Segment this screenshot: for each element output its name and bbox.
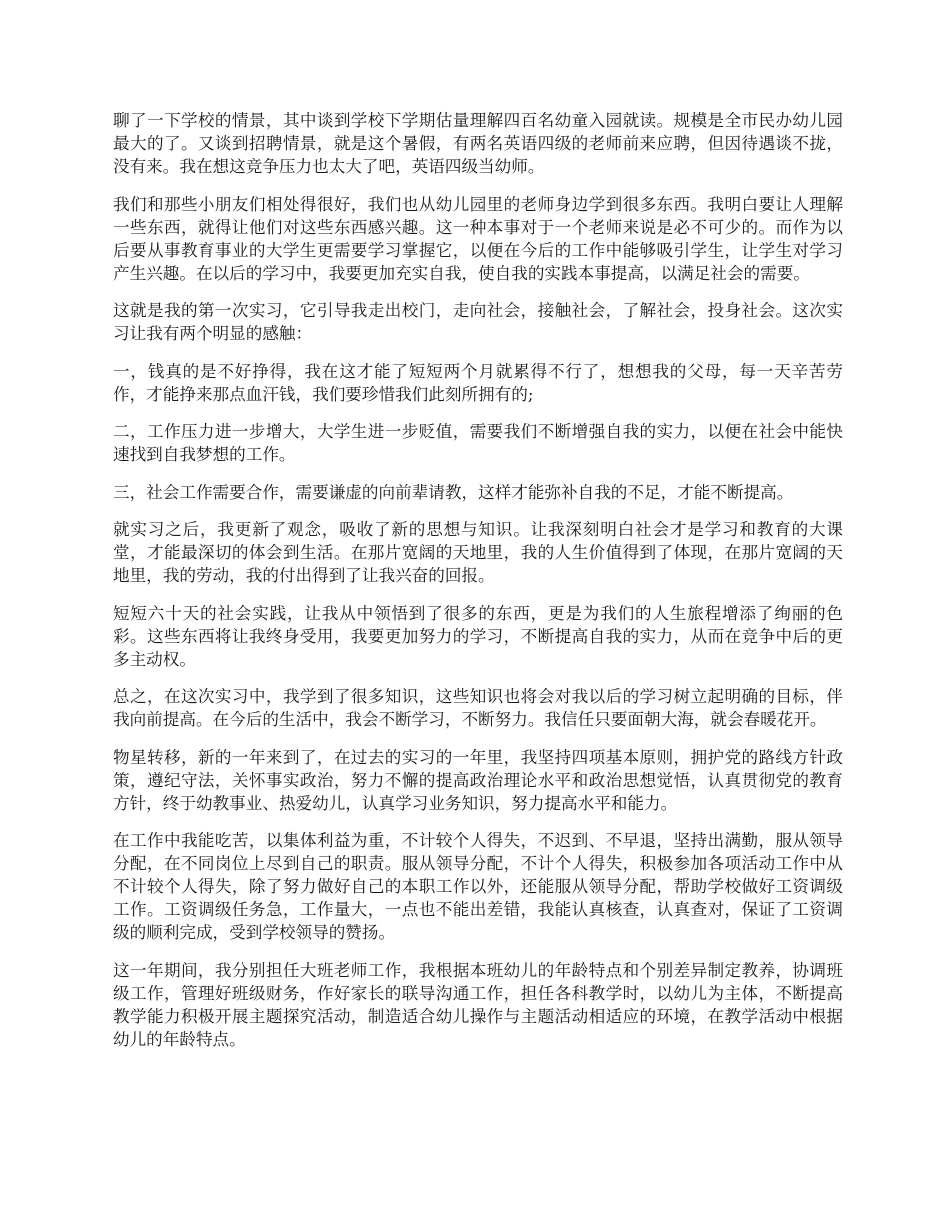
paragraph: 短短六十天的社会实践，让我从中领悟到了很多的东西，更是为我们的人生旅程增添了绚丽的色彩。这些东西将让我终身受用，我要更加努力的学习，不断提高自我的实力，从而在竞争中后的更多主动权。 [113,603,843,669]
paragraph: 物星转移，新的一年来到了，在过去的实习的一年里，我坚持四项基本原则，拥护党的路线方针政策，遵纪守法，关怀事实政治，努力不懈的提高政治理论水平和政治思想觉悟，认真贯彻党的教育方针，终于幼教事业、热爱幼儿，认真学习业务知识，努力提高水平和能力。 [113,747,843,813]
paragraph: 这就是我的第一次实习，它引导我走出校门，走向社会，接触社会，了解社会，投身社会。这次实习让我有两个明显的感触： [113,301,843,343]
paragraph: 我们和那些小朋友们相处得很好，我们也从幼儿园里的老师身边学到很多东西。我明白要让人理解一些东西，就得让他们对这些东西感兴趣。这一种本事对于一个老师来说是必不可少的。而作为以后要从事教育事业的大学生更需要学习掌握它，以便在今后的工作中能够吸引学生，让学生对学习产生兴趣。在以后的学习中，我要更加充实自我，使自我的实践本事提高，以满足社会的需要。 [113,194,843,283]
paragraph: 二，工作压力进一步增大，大学生进一步贬值，需要我们不断增强自我的实力，以便在社会中能快速找到自我梦想的工作。 [113,422,843,464]
paragraph: 总之，在这次实习中，我学到了很多知识，这些知识也将会对我以后的学习树立起明确的目标，伴我向前提高。在今后的生活中，我会不断学习，不断努力。我信任只要面朝大海，就会春暖花开。 [113,687,843,729]
paragraph: 这一年期间，我分别担任大班老师工作，我根据本班幼儿的年龄特点和个别差异制定教养，协调班级工作，管理好班级财务，作好家长的联导沟通工作，担任各科教学时，以幼儿为主体，不断提高教学能力积极开展主题探究活动，制造适合幼儿操作与主题活动相适应的环境，在教学活动中根据幼儿的年龄特点。 [113,960,843,1049]
document-body [113,109,843,1065]
paragraph: 在工作中我能吃苦，以集体利益为重，不计较个人得失，不迟到、不早退，坚持出满勤，服从领导分配，在不同岗位上尽到自己的职责。服从领导分配，不计个人得失，积极参加各项活动工作中从不计较个人得失，除了努力做好自己的本职工作以外，还能服从领导分配，帮助学校做好工资调级工作。工资调级任务急，工作量大，一点也不能出差错，我能认真核查，认真查对，保证了工资调级的顺利完成，受到学校领导的赞扬。 [113,831,843,942]
paragraph: 一，钱真的是不好挣得，我在这才能了短短两个月就累得不行了，想想我的父母，每一天辛苦劳作，才能挣来那点血汗钱，我们要珍惜我们此刻所拥有的; [113,361,843,404]
paragraph: 就实习之后，我更新了观念，吸收了新的思想与知识。让我深刻明白社会才是学习和教育的大课堂，才能最深切的体会到生活。在那片宽阔的天地里，我的人生价值得到了体现，在那片宽阔的天地里，我的劳动，我的付出得到了让我兴奋的回报。 [113,520,843,585]
paragraph: 三，社会工作需要合作，需要谦虚的向前辈请教，这样才能弥补自我的不足，才能不断提高。 [113,482,794,502]
paragraph: 聊了一下学校的情景，其中谈到学校下学期估量理解四百名幼童入园就读。规模是全市民办幼儿园最大的了。又谈到招聘情景，就是这个暑假，有两名英语四级的老师前来应聘，但因待遇谈不拢，没有来。我在想这竞争压力也太大了吧，英语四级当幼师。 [113,111,843,176]
